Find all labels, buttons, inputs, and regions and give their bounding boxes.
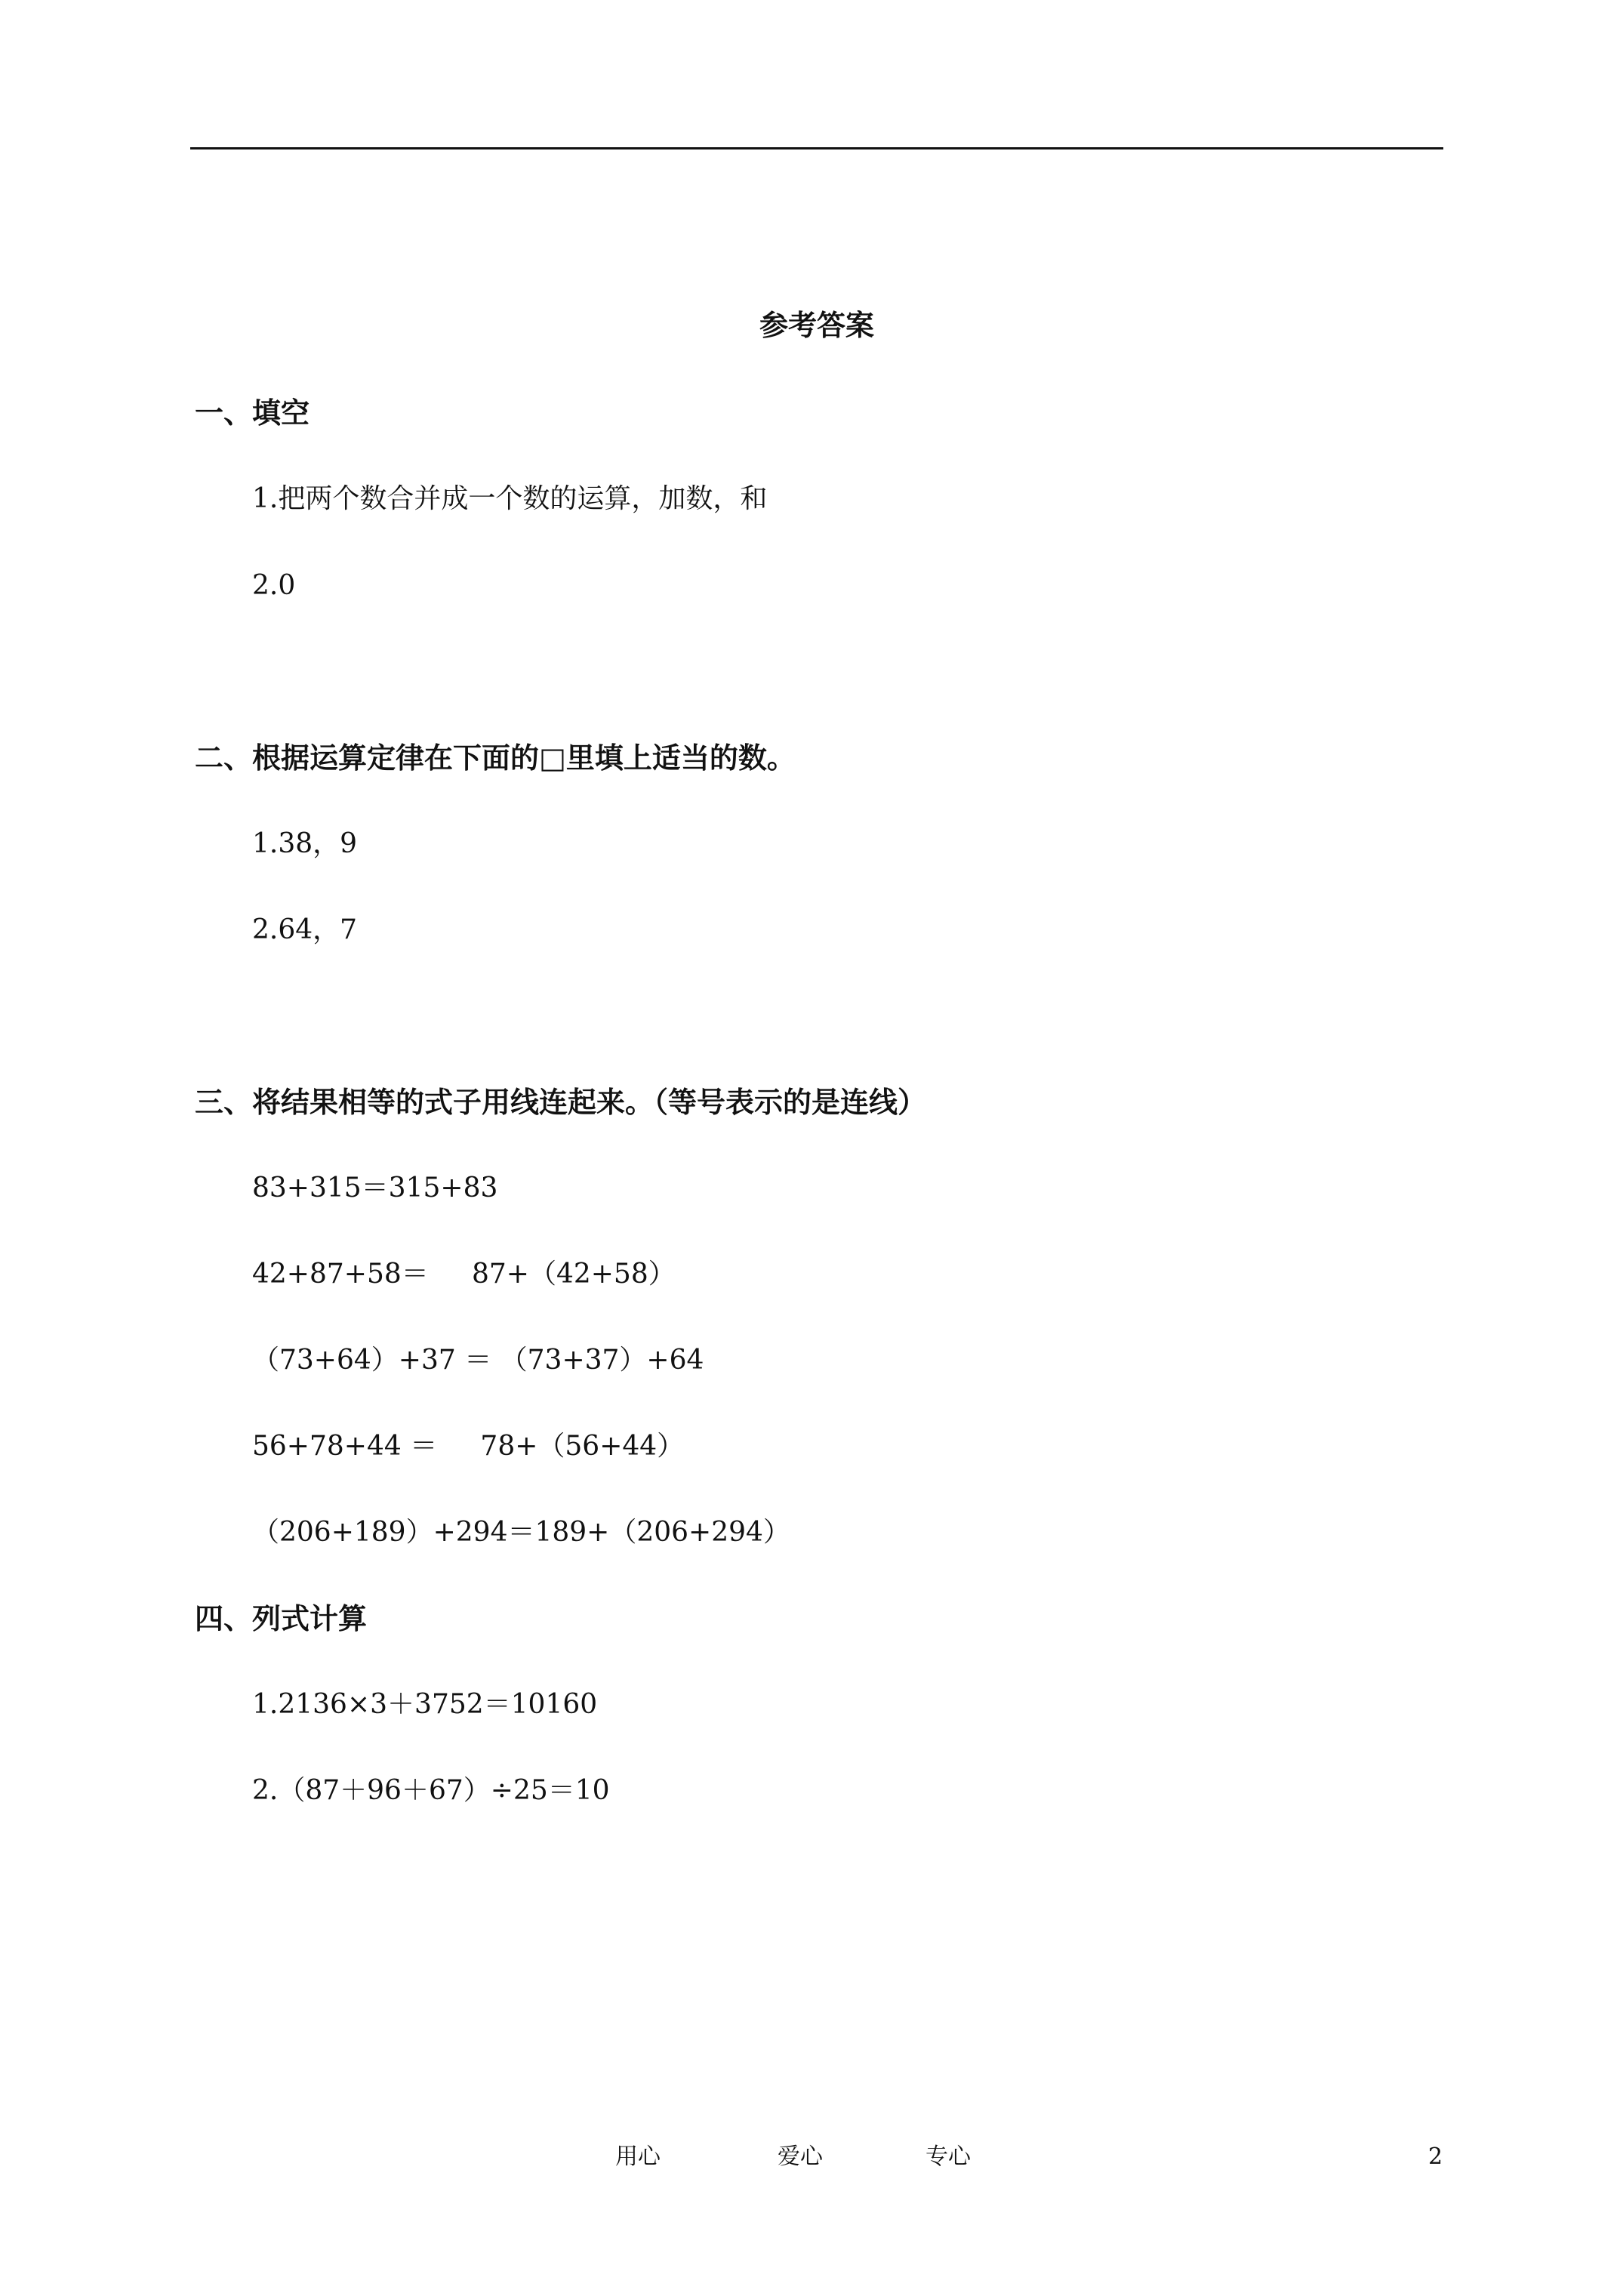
answer-item: 2.64，7 <box>252 914 358 945</box>
document-title: 参考答案 <box>759 308 874 342</box>
answer-item: 2.0 <box>252 570 296 601</box>
answer-item: 83+315＝315+83 <box>252 1173 498 1203</box>
page-number: 2 <box>1428 2143 1443 2170</box>
section-heading-matching: 三、将结果相等的式子用线连起来。（等号表示的是连线） <box>195 1085 927 1119</box>
answer-item: 1.2136×3＋3752＝10160 <box>252 1689 598 1720</box>
answer-item: 42+87+58＝ 87+（42+58） <box>252 1259 676 1290</box>
footer-word: 专心 <box>925 2143 971 2170</box>
section-heading-calculation: 四、列式计算 <box>195 1601 368 1635</box>
footer-word: 用心 <box>615 2143 661 2170</box>
header-rule <box>190 147 1443 149</box>
answer-item: （206+189）+294＝189+（206+294） <box>252 1517 790 1548</box>
answer-item: 1.把两个数合并成一个数的运算，加数，和 <box>252 483 768 514</box>
answer-item: 2.（87＋96＋67）÷25＝10 <box>252 1775 610 1806</box>
answer-item: （73+64）+37 ＝ （73+37）+64 <box>252 1345 704 1376</box>
answer-item: 56+78+44 ＝ 78+（56+44） <box>252 1431 685 1462</box>
section-heading-fill-blank: 一、填空 <box>195 396 310 430</box>
section-heading-operation-laws: 二、根据运算定律在下面的□里填上适当的数。 <box>195 741 796 775</box>
answer-item: 1.38，9 <box>252 828 358 859</box>
footer-word: 爱心 <box>778 2143 823 2170</box>
